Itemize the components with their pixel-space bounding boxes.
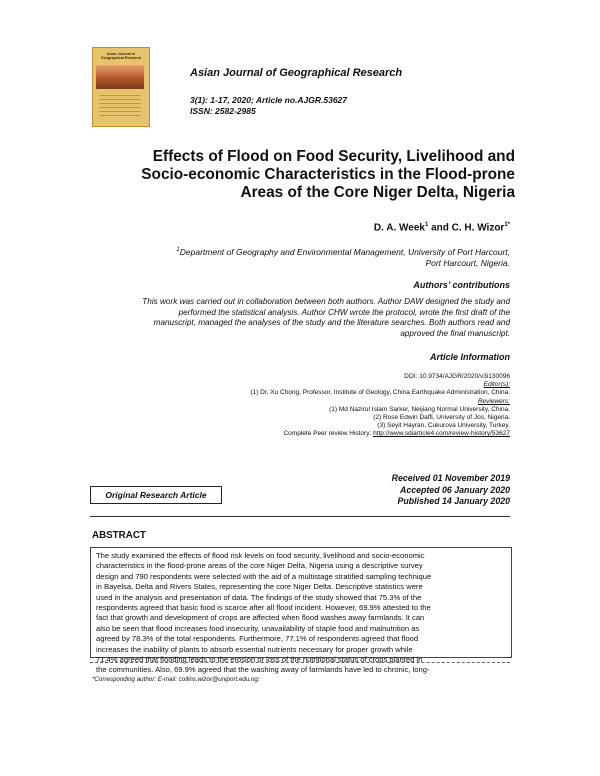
article-info xyxy=(90,373,510,439)
contrib-line: manuscript, managed the analyses of the study and the literature searches. Both authors read and xyxy=(153,318,510,327)
accepted-date: Accepted 06 January 2020 xyxy=(399,484,510,495)
contributions-heading: Authors’ contributions xyxy=(413,280,510,290)
abstract-line: respondents agreed that basic food is scarce after all flood incident. However, 69.9% attested to the xyxy=(96,603,431,613)
editors-label: Editor(s): xyxy=(483,381,510,389)
cover-text-block xyxy=(99,95,141,117)
author-separator: and xyxy=(428,222,452,234)
journal-cover-image xyxy=(92,47,150,127)
abstract-line: fact that growth and development of crops are affected when flood washes away farmlands. It can xyxy=(96,613,425,623)
corresponding-author-footnote: *Corresponding author: E-mail: collins.wizor@uniport.edu.ng; xyxy=(92,676,260,683)
contrib-line: This work was carried out in collaboration between both authors. Author DAW designed the study and xyxy=(142,297,510,306)
doi: DOI: 10.9734/AJGR/2020/v3i130096 xyxy=(404,373,510,380)
contrib-line: performed the statistical analysis. Author CHW wrote the protocol, wrote the first draft of the xyxy=(178,307,510,317)
section-divider xyxy=(90,516,510,517)
journal-name: Asian Journal of Geographical Research xyxy=(190,67,403,79)
received-date: Received 01 November 2019 xyxy=(391,473,510,483)
author-name: D. A. Week xyxy=(373,222,425,234)
affil-line: Port Harcourt, Nigeria. xyxy=(425,257,510,268)
published-date: Published 14 January 2020 xyxy=(397,496,510,506)
affil-mark: 1 xyxy=(176,247,180,253)
reviewer-entry: (1) Md Nazirul Islam Sarker, Neijiang Normal University, China. xyxy=(329,405,510,413)
review-history-link[interactable]: http://www.sdiarticle4.com/review-history/53627 xyxy=(373,430,510,438)
affiliation xyxy=(110,245,510,269)
cover-photo xyxy=(96,65,144,89)
issue-info: 3(1): 1-17, 2020; Article no.AJGR.53627 xyxy=(190,95,348,105)
history-label: Complete Peer review History: xyxy=(283,430,374,438)
author-affil-mark: 1 xyxy=(424,222,429,228)
abstract-line: characteristics in the flood-prone areas of the core Niger Delta, Nigeria using a descriptive survey xyxy=(96,561,423,571)
abstract-line: The study examined the effects of flood risk levels on food security, livelihood and socio-economic xyxy=(96,551,425,560)
abstract-box xyxy=(90,547,512,675)
author-list xyxy=(374,222,510,233)
abstract-line: used in the analysis and presentation of data. The findings of the study showed that 75.3% of the xyxy=(96,592,422,602)
abstract-heading: ABSTRACT xyxy=(92,530,146,541)
abstract-line: agreed by 78.3% of the total respondents. Furthermore, 77.1% of respondents agreed that flood xyxy=(96,634,419,644)
footnote-divider xyxy=(90,662,510,663)
abstract-line: increases the inability of plants to absorb essential nutrients necessary for proper growth while xyxy=(96,644,413,654)
article-type-badge: Original Research Article xyxy=(90,486,222,504)
abstract-line: the communities. Also, 69.9% agreed that the washing away of farmlands have led to chronic, long- xyxy=(96,665,430,675)
author-name: C. H. Wizor xyxy=(451,222,505,234)
editor-entry: (1) Dr. Xu Chong, Professor, Institute of Geology, China Earthquake Administration, China. xyxy=(250,389,510,397)
cover-title: Asian Journal of Geographical Research xyxy=(100,52,142,60)
abstract-line: also be seen that flood increases food insecurity, unavailability of staple food and malnutrition as xyxy=(96,623,420,633)
abstract-line: 71.4% agreed that flooding leads to the erosion or loss of the nutritional status of crops planted in xyxy=(96,655,423,665)
contrib-line: approved the final manuscript. xyxy=(400,328,510,338)
abstract-line: design and 790 respondents were selected with the aid of a multistage stratified sampling technique xyxy=(96,571,432,581)
publication-dates xyxy=(392,473,510,508)
reviewer-entry: (3) Seyit Hayran, Cukurova University, Turkey. xyxy=(377,422,510,430)
author-affil-mark: 1* xyxy=(504,222,510,228)
title-line: Areas of the Core Niger Delta, Nigeria xyxy=(240,184,515,201)
article-info-heading: Article Information xyxy=(429,352,510,362)
abstract-line: in Bayelsa, Delta and Rivers States, representing the core Niger Delta. Descriptive statistics were xyxy=(96,582,423,592)
issn: ISSN: 2582-2985 xyxy=(190,106,256,116)
reviewer-entry: (2) Rose Edwin Daffi, University of Jos, Nigeria. xyxy=(373,414,510,422)
paper-title xyxy=(95,148,515,202)
affil-line: Department of Geography and Environmental Management, University of Port Harcourt, xyxy=(179,246,510,257)
title-line: Socio-economic Characteristics in the Flood-prone xyxy=(141,166,515,183)
contributions-text xyxy=(90,297,510,339)
reviewers-label: Reviewers: xyxy=(477,397,510,405)
title-line: Effects of Flood on Food Security, Livelihood and xyxy=(152,148,515,165)
